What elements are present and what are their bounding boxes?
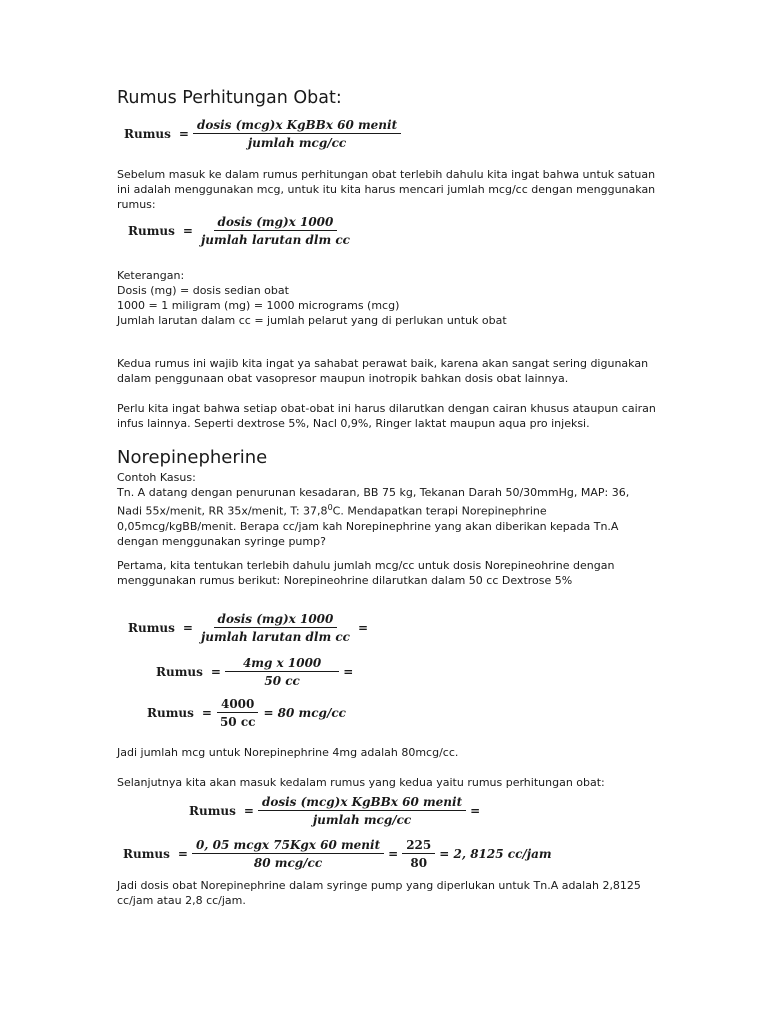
denominator: 50 cc [219,715,256,729]
numerator: dosis (mg)x 1000 [214,612,338,628]
keterangan-line: 1000 = 1 miligram (mg) = 1000 micrograms (mcg) [117,299,400,312]
numerator: 4mg x 1000 [225,656,339,672]
formula-label: Rumus [128,224,175,238]
degree-mark: 0 [327,503,333,512]
formula-main [124,118,401,150]
case-text [117,485,657,549]
equals-sign: = [182,224,193,238]
denominator: jumlah mcg/cc [247,136,347,150]
formula-fraction [225,656,339,688]
keterangan-line: Dosis (mg) = dosis sedian obat [117,284,289,297]
formula-final [123,838,556,870]
paragraph-conclusion: Jadi dosis obat Norepinephrine dalam syringe pump yang diperlukan untuk Tn.A adalah 2,8125 cc/jam atau 2,8 cc/jam. [117,879,641,907]
paragraph-kedua-rumus: Kedua rumus ini wajib kita ingat ya sahabat perawat baik, karena akan sangat sering digunakan dalam penggunaan obat vasopresor maupun inotropik bahkan dosis obat lainnya. [117,357,649,385]
formula-step4 [189,795,484,827]
formula-fraction [197,215,354,247]
case-text-a: Tn. A datang dengan penurunan kesadaran, BB 75 kg, Tekanan Darah 50/30mmHg, MAP: 36, Nadi 55x/menit, RR 35x/menit, T: 37,8 [117,486,630,518]
formula-fraction-simplified [402,838,435,870]
denominator: jumlah larutan dlm cc [200,233,350,247]
keterangan-block [117,268,657,328]
denominator: jumlah mcg/cc [312,813,412,827]
formula-label: Rumus [123,847,170,861]
formula-tail: = [357,621,369,635]
intro-paragraph: Sebelum masuk ke dalam rumus perhitungan obat terlebih dahulu kita ingat bahwa untuk satuan ini adalah menggunakan mcg, untuk itu kita harus mencari jumlah mcg/cc dengan menggunakan rumus: [117,168,656,211]
formula-label: Rumus [124,127,171,141]
paragraph-selanjutnya: Selanjutnya kita akan masuk kedalam rumus yang kedua yaitu rumus perhitungan obat: [117,776,605,789]
numerator: 225 [402,838,435,854]
formula-fraction [258,795,466,827]
paragraph-jadi-mcg: Jadi jumlah mcg untuk Norepinephrine 4mg adalah 80mcg/cc. [117,746,459,759]
numerator: 4000 [217,697,258,713]
formula-fraction [197,612,354,644]
section-title: Norepinepherine [117,447,268,468]
paragraph-pertama: Pertama, kita tentukan terlebih dahulu jumlah mcg/cc untuk dosis Norepineohrine dengan menggunakan rumus berikut: Norepineohrine dilarutkan dalam 50 cc Dextrose 5% [117,559,615,587]
keterangan-line: Jumlah larutan dalam cc = jumlah pelarut yang di perlukan untuk obat [117,314,507,327]
formula-label: Rumus [128,621,175,635]
formula-result: = 80 mcg/cc [263,706,346,720]
equals-sign: = [210,665,221,679]
denominator: 50 cc [264,674,300,688]
case-heading: Contoh Kasus: [117,471,196,484]
case-block [117,470,657,549]
numerator: 0, 05 mcgx 75Kgx 60 menit [192,838,384,854]
equals-sign: = [201,706,212,720]
numerator: dosis (mg)x 1000 [214,215,338,231]
formula-tail: = [470,804,481,818]
formula-fraction [192,838,384,870]
formula-fraction [216,697,260,729]
paragraph-pelarut: Perlu kita ingat bahwa setiap obat-obat ini harus dilarutkan dengan cairan khusus ataupun cairan infus lainnya. Seperti dextrose 5%, Nacl 0,9%, Ringer laktat maupun aqua pro injeksi. [117,402,656,430]
formula-fraction [193,118,401,150]
equals-sign: = [243,804,254,818]
formula-result: = 2, 8125 cc/jam [439,847,552,861]
formula-label: Rumus [147,706,194,720]
formula-label: Rumus [189,804,236,818]
case-text-b: C. Mendapatkan terapi Norepinephrine 0,05mcg/kgBB/menit. Berapa cc/jam kah Norepinephrine yang akan diberikan kepada Tn.A dengan menggunakan syringe pump? [117,504,619,548]
page-title: Rumus Perhitungan Obat: [117,88,342,108]
equals-sign: = [178,127,189,141]
numerator: dosis (mcg)x KgBBx 60 menit [193,118,401,134]
formula-step2 [156,656,357,688]
denominator: 80 mcg/cc [253,856,323,870]
equals-sign: = [182,621,193,635]
denominator: jumlah larutan dlm cc [200,630,350,644]
keterangan-line: Keterangan: [117,269,185,282]
formula-step1 [128,612,372,644]
formula-label: Rumus [156,665,203,679]
equals-sign: = [177,847,188,861]
formula-tail: = [343,665,354,679]
formula-step3 [147,697,350,729]
numerator: dosis (mcg)x KgBBx 60 menit [258,795,466,811]
formula-mcg-per-cc [128,215,354,247]
equals-sign: = [388,847,399,861]
denominator: 80 [410,856,428,870]
